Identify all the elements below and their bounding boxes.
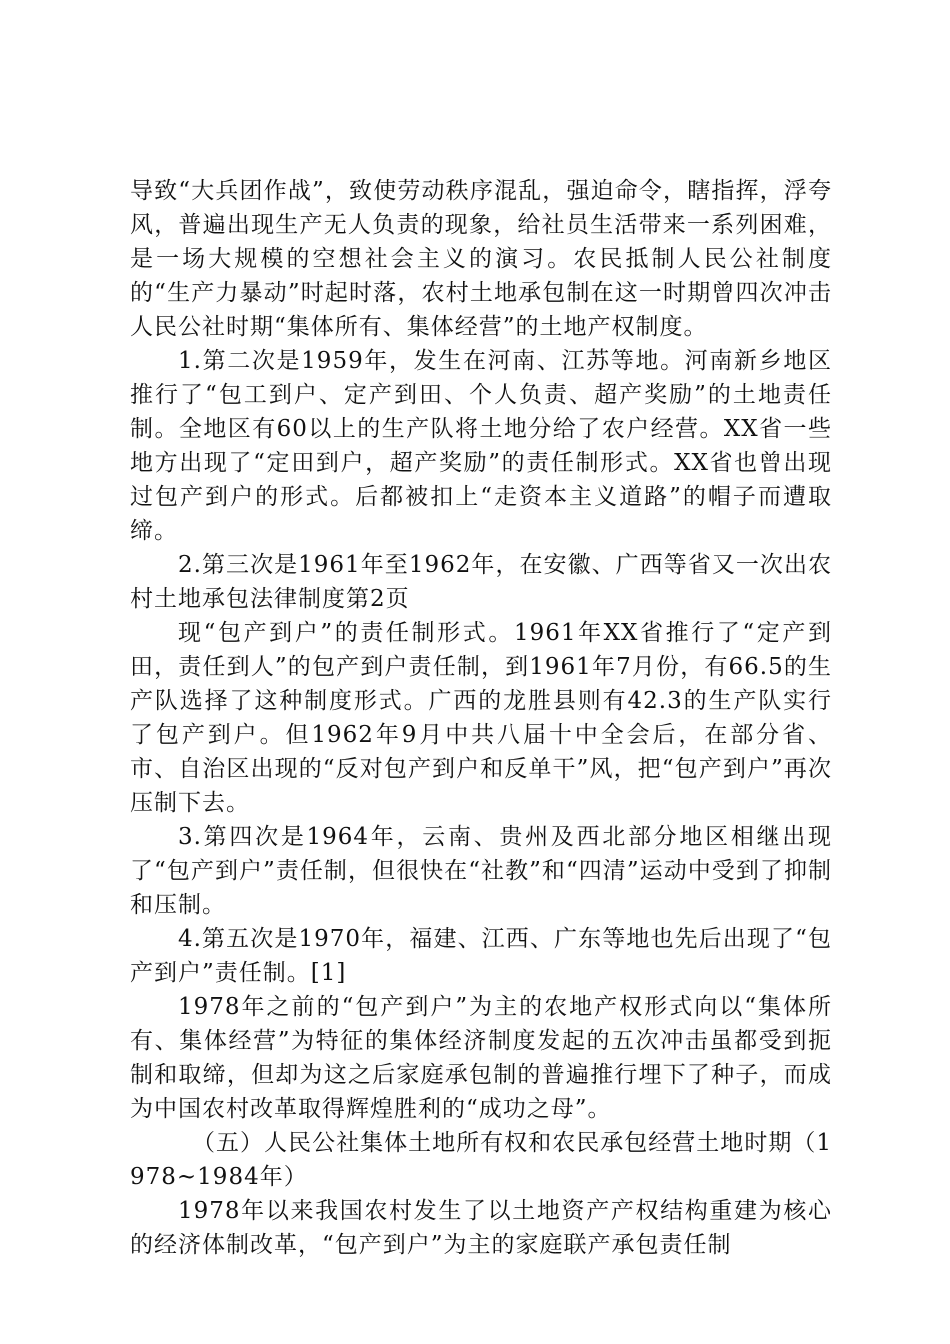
document-page — [130, 174, 832, 1262]
paragraph-intro: 导致“大兵团作战”，致使劳动秩序混乱，强迫命令，瞎指挥，浮夸风，普遍出现生产无人负责的现象，给社员生活带来一系列困难，是一场大规模的空想社会主义的演习。农民抵制人民公社制度的“生产力暴动”时起时落，农村土地承包制在这一时期曾四次冲击人民公社时期“集体所有、集体经营”的土地产权制度。 — [130, 178, 832, 340]
paragraph-summary: 1978年之前的“包产到户”为主的农地产权形式向以“集体所有、集体经营”为特征的集体经济制度发起的五次冲击虽都受到扼制和取缔，但却为这之后家庭承包制的普遍推行埋下了种子，而成为中国农村改革取得辉煌胜利的“成功之母”。 — [130, 994, 832, 1122]
paragraph-item-4: 4.第五次是1970年，福建、江西、广东等地也先后出现了“包产到户”责任制。[1] — [130, 926, 832, 986]
section-heading: （五）人民公社集体土地所有权和农民承包经营土地时期（1978~1984年） — [130, 1130, 832, 1190]
paragraph-item-1: 1.第二次是1959年，发生在河南、江苏等地。河南新乡地区推行了“包工到户、定产到田、个人负责、超产奖励”的土地责任制。全地区有60以上的生产队将土地分给了农户经营。XX省一些地方出现了“定田到户，超产奖励”的责任制形式。XX省也曾出现过包产到户的形式。后都被扣上“走资本主义道路”的帽子而遭取缔。 — [130, 348, 832, 544]
paragraph-item-2: 2.第三次是1961年至1962年，在安徽、广西等省又一次出农村土地承包法律制度第2页 — [130, 552, 832, 612]
paragraph-item-2-continued: 现“包产到户”的责任制形式。1961年XX省推行了“定产到田，责任到人”的包产到户责任制，到1961年7月份，有66.5的生产队选择了这种制度形式。广西的龙胜县则有42.3的生产队实行了包产到户。但1962年9月中共八届十中全会后，在部分省、市、自治区出现的“反对包产到户和反单干”风，把“包产到户”再次压制下去。 — [130, 620, 832, 816]
paragraph-item-3: 3.第四次是1964年，云南、贵州及西北部分地区相继出现了“包产到户”责任制，但很快在“社教”和“四清”运动中受到了抑制和压制。 — [130, 824, 832, 918]
paragraph-section-body: 1978年以来我国农村发生了以土地资产产权结构重建为核心的经济体制改革，“包产到户”为主的家庭联产承包责任制 — [130, 1198, 832, 1258]
